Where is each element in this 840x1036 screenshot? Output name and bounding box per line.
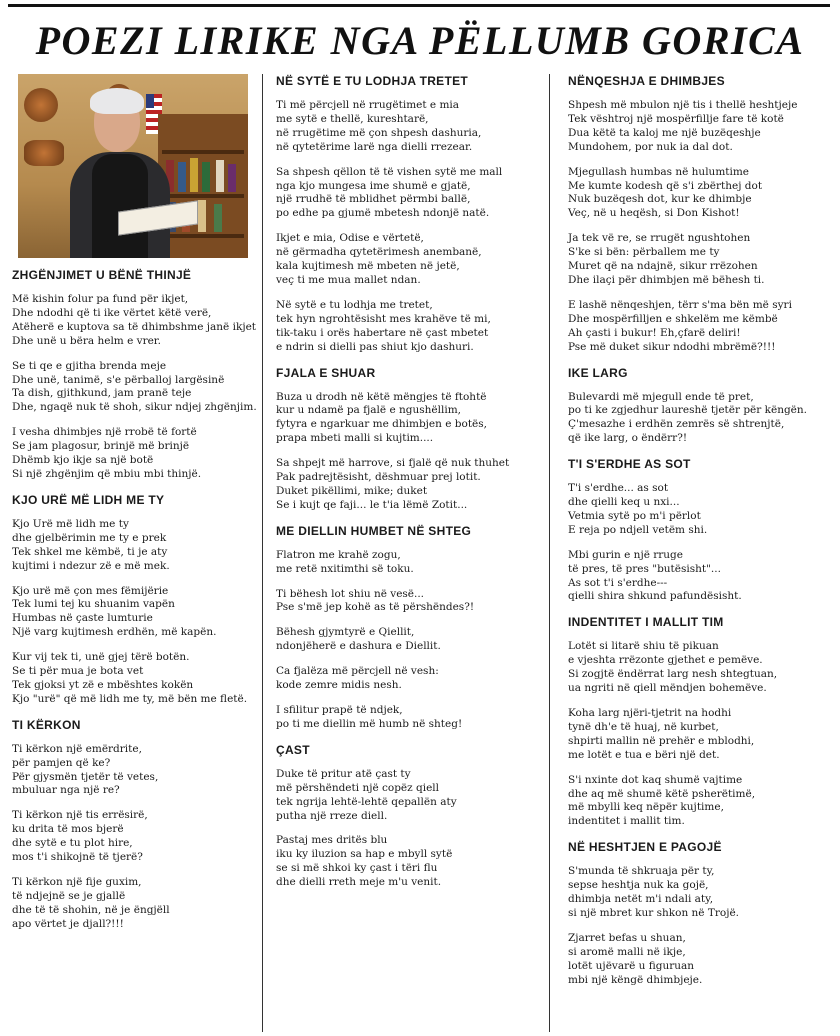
column-right — [568, 74, 830, 1036]
poem-title: ME DIELLIN HUMBET NË SHTEG — [276, 523, 472, 538]
poem-line: Duket pikëllimi, mike; duket — [276, 484, 428, 497]
poem-stanza — [12, 809, 258, 865]
column-divider — [549, 74, 550, 1032]
poem-stanza — [276, 391, 538, 447]
poem-line: Ta dish, gjithkund, jam pranë teje — [12, 387, 192, 400]
poem-line: dhe aq më shumë këtë psherëtimë, — [568, 787, 756, 800]
poem-stanza — [568, 99, 830, 155]
poem-title: IKE LARG — [568, 365, 628, 380]
poem-line: fytyra e ngarkuar me dhimbjen e botës, — [276, 418, 487, 431]
poem-line: I vesha dhimbjes një rrobë të fortë — [12, 426, 197, 439]
poem-line: Tek vështroj një mospërfillje fare të kotë — [568, 112, 784, 125]
poem-line: Dhëmb kjo ikje sa një botë — [12, 454, 154, 467]
poem-stanza — [12, 585, 258, 641]
poem-line: tynë dh'e të huaj, në kurbet, — [568, 720, 719, 733]
poem-stanza — [568, 865, 830, 921]
poem-line: në rrugëtime më çon shpesh dashuria, — [276, 126, 482, 139]
poem-line: Se ti qe e gjitha brenda meje — [12, 359, 167, 372]
poem-stanza — [276, 768, 538, 824]
poem-line: Koha larg njëri-tjetrit na hodhi — [568, 707, 732, 719]
poem-stanza — [568, 774, 830, 830]
poem-title: NËNQESHJA E DHIMBJES — [568, 74, 725, 88]
poem-line: Ti kërkon një tis errësirë, — [12, 809, 148, 822]
poem-line: Ja tek vë re, se rrugët ngushtohen — [568, 232, 751, 245]
poem-line: po ti ke zgjedhur laureshë tjetër për këngën. — [568, 404, 807, 417]
poem-title: KJO URË MË LIDH ME TY — [12, 492, 165, 507]
poem-title: INDENTITET I MALLIT TIM — [568, 615, 724, 630]
poem-title: NË HESHTJEN E PAGOJË — [568, 840, 722, 855]
poem-line: Si zogjtë ëndërrat larg nesh shtegtuan, — [568, 668, 778, 681]
poem-line: Dhe unë, tanimë, s'e përballoj largësinë — [12, 373, 225, 386]
poem-line: Më kishin folur pa fund për ikjet, — [12, 293, 189, 305]
poem-line: E lashë nënqeshjen, tërr s'ma bën më syri — [568, 298, 792, 311]
poem-stanza — [276, 457, 538, 513]
poem-line: Ti më përcjell në rrugëtimet e mia — [276, 99, 460, 111]
poem-line: Ti kërkon një emërdrite, — [12, 742, 142, 755]
poem-line: kode zemre midis nesh. — [276, 679, 402, 692]
column-middle — [276, 74, 538, 1036]
poem-line: Ah çasti i bukur! Eh,çfarë deliri! — [568, 326, 741, 339]
poem-stanza — [568, 482, 830, 538]
poem-line: Një varg kujtimesh erdhën, më kapën. — [12, 626, 217, 639]
poem-line: dhe të të shohin, në je ëngjëll — [12, 903, 170, 916]
poem-line: Pastaj mes dritës blu — [276, 834, 388, 847]
poem-line: qielli shira shkund pafundësisht. — [568, 590, 742, 603]
top-rule — [8, 4, 830, 7]
poem-line: të ndjejnë se je gjallë — [12, 889, 126, 902]
poem-line: Pse më duket sikur ndodhi mbrëmë?!!! — [568, 340, 776, 353]
poem-line: Kjo Urë më lidh me ty — [12, 517, 129, 530]
poem-stanza — [12, 360, 258, 416]
poem-stanza — [276, 834, 538, 890]
poem-line: më mbylli keq nëpër kujtime, — [568, 801, 724, 814]
poem-stanza — [276, 588, 538, 616]
poem-stanza — [276, 626, 538, 654]
poem-line: e vjeshta rrëzonte gjethet e pemëve. — [568, 654, 763, 667]
poem-line: Veç, në u heqësh, si Don Kishot! — [568, 207, 740, 220]
poem-stanza — [12, 743, 258, 799]
poem-line: ndonjëherë e dashura e Diellit. — [276, 640, 441, 653]
column-left — [12, 74, 258, 1036]
poem-line: po edhe pa gjumë mbetesh ndonjë natë. — [276, 207, 490, 220]
poem-line: që ike larg, o ëndërr?! — [568, 432, 688, 445]
poem-line: Kjo urë më çon mes fëmijërie — [12, 584, 169, 597]
poem-stanza — [276, 299, 538, 355]
poem-line: Dhe ilaçi për dhimbjen më bëhesh ti. — [568, 273, 765, 286]
poem-line: As sot t'i s'erdhe--- — [568, 576, 668, 589]
poem-line: kala kujtimesh më mbeten në jetë, — [276, 260, 460, 273]
poem-line: kur u ndamë pa fjalë e ngushëllim, — [276, 404, 461, 417]
poem-line: iku ky iluzion sa hap e mbyll sytë — [276, 848, 453, 861]
poem-line: si aromë malli në ikje, — [568, 945, 686, 958]
poem-line: tek ngrija lehtë-lehtë qepallën aty — [276, 795, 457, 808]
poem-line: një rrudhë të mblidhet përmbi ballë, — [276, 193, 471, 206]
poem-line: ku drita të mos bjerë — [12, 823, 124, 836]
poem-line: mbuluar nga një re? — [12, 784, 120, 797]
poem-stanza — [568, 549, 830, 605]
poem-stanza — [276, 166, 538, 222]
poem-line: Atëherë e kuptova sa të dhimbshme janë ikjet — [12, 320, 257, 333]
poem-line: Nuk buzëqesh dot, kur ke dhimbje — [568, 193, 752, 206]
poem-line: Dhe, ngaqë nuk të shoh, sikur ndjej zhgënjim. — [12, 401, 257, 414]
poem-line: prapa mbeti malli si kujtim.... — [276, 432, 434, 445]
poem-line: Kur vij tek ti, unë gjej tërë botën. — [12, 651, 190, 664]
poem-line: Mjegullash humbas në hulumtime — [568, 165, 750, 178]
poem-line: se si më shkoi ky çast i tëri flu — [276, 862, 438, 875]
poem-line: dhe sytë e tu plot hire, — [12, 837, 133, 850]
poem-line: ua ngriti në qiell mëndjen bohemëve. — [568, 682, 767, 695]
poem-line: Me kumte kodesh që s'i zbërthej dot — [568, 179, 763, 192]
poem-line: Humbas në çaste lumturie — [12, 612, 153, 625]
poem-line: me sytë e thellë, kureshtarë, — [276, 112, 429, 125]
poem-line: shpirti mallin në prehër e mblodhi, — [568, 734, 755, 747]
poem-stanza — [276, 665, 538, 693]
poem-line: Dhe unë u bëra helm e vrer. — [12, 334, 162, 347]
poem-stanza — [12, 293, 258, 349]
poem-line: të pres, të pres "butësisht"... — [568, 562, 721, 575]
poem-line: Ca fjalëza më përcjell në vesh: — [276, 665, 439, 678]
poem-title: TI KËRKON — [12, 717, 81, 732]
poem-stanza — [276, 549, 538, 577]
poem-line: nga kjo mungesa ime shumë e gjatë, — [276, 179, 471, 192]
poem-line: Bëhesh gjymtyrë e Qiellit, — [276, 626, 415, 639]
poem-line: Tek shkel me këmbë, ti je aty — [12, 545, 168, 558]
poem-stanza — [276, 232, 538, 288]
poem-title: ÇAST — [276, 742, 310, 757]
poem-stanza — [12, 518, 258, 574]
poem-line: me retë nxitimthi së toku. — [276, 562, 414, 575]
poem-stanza — [568, 640, 830, 696]
poem-line: Ti bëhesh lot shiu në vesë... — [276, 587, 425, 600]
poem-line: në gërmadha qytetërimesh anembanë, — [276, 246, 482, 259]
poem-line: Në sytë e tu lodhja me tretet, — [276, 298, 433, 311]
poem-stanza — [568, 166, 830, 222]
poem-line: kujtimi i ndezur zë e më mek. — [12, 559, 170, 572]
poem-line: Dhe ndodhi që ti ike vërtet këtë verë, — [12, 306, 212, 319]
poem-line: për pamjen që ke? — [12, 756, 111, 769]
poem-line: Mundohem, por nuk ia dal dot. — [568, 140, 733, 153]
poem-line: Për gjysmën tjetër të vetes, — [12, 770, 159, 783]
column-divider — [262, 74, 263, 1032]
poem-line: Se jam plagosur, brinjë më brinjë — [12, 440, 190, 453]
poem-line: Flatron me krahë zogu, — [276, 548, 401, 561]
poem-line: e ndrin si dielli pas shiut kjo dashuri. — [276, 340, 474, 353]
poem-line: dhimbja netët m'i ndali aty, — [568, 893, 714, 906]
poem-stanza — [12, 876, 258, 932]
poem-stanza — [568, 932, 830, 988]
poem-line: indentitet i mallit tim. — [568, 815, 685, 828]
poem-line: tik-taku i orës habertare në çast mbetet — [276, 326, 489, 339]
poem-line: Ikjet e mia, Odise e vërtetë, — [276, 232, 424, 245]
poem-stanza — [568, 391, 830, 447]
poem-title: NË SYTË E TU LODHJA TRETET — [276, 74, 469, 88]
poem-line: në qytetërime larë nga dielli rrezear. — [276, 140, 473, 153]
poem-stanza — [568, 299, 830, 355]
poem-line: Pse s'më jep kohë as të përshëndes?! — [276, 601, 475, 614]
poem-line: sepse heshtja nuk ka gojë, — [568, 879, 709, 892]
poem-line: Zjarret befas u shuan, — [568, 931, 686, 944]
poem-line: putha një rreze diell. — [276, 809, 388, 822]
poem-line: më përshëndeti një copëz qiell — [276, 781, 440, 794]
poem-line: Si një zhgënjim që mbiu mbi thinjë. — [12, 467, 202, 480]
poem-line: Pak padrejtësisht, dëshmuar prej lotit. — [276, 471, 481, 484]
author-photo — [18, 74, 248, 258]
poem-line: Tek gjoksi yt zë e mbështes kokën — [12, 678, 194, 691]
poem-line: Buza u drodh në këtë mëngjes të ftohtë — [276, 390, 487, 403]
poem-stanza — [12, 426, 258, 482]
poem-stanza — [276, 704, 538, 732]
poem-stanza — [568, 707, 830, 763]
poem-line: Sa shpejt më harrove, si fjalë që nuk thuhet — [276, 457, 510, 470]
poem-line: Muret që na ndajnë, sikur rrëzohen — [568, 260, 758, 273]
poem-line: S'i nxinte dot kaq shumë vajtime — [568, 773, 743, 786]
poem-line: Se i kujt qe faji... le t'ia lëmë Zotit... — [276, 498, 468, 511]
poem-line: dhe dielli rreth meje m'u venit. — [276, 876, 442, 889]
poem-line: tek hyn ngrohtësisht mes krahëve të mi, — [276, 312, 491, 325]
poem-line: dhe qielli keq u nxi... — [568, 496, 680, 509]
poem-title: FJALA E SHUAR — [276, 365, 376, 380]
poem-line: Duke të pritur atë çast ty — [276, 767, 411, 780]
poem-title: T'I S'ERDHE AS SOT — [568, 457, 691, 472]
poem-line: Kjo "urë" që më lidh me ty, më bën me fletë. — [12, 692, 248, 705]
poem-line: mos t'i shikojnë të tjerë? — [12, 851, 143, 864]
page-title: POEZI LIRIKE NGA PËLLUMB GORICA — [35, 18, 805, 63]
poem-line: Lotët si litarë shiu të pikuan — [568, 640, 719, 653]
poem-line: Ti kërkon një fije guxim, — [12, 876, 142, 888]
poem-line: si një mbret kur shkon në Trojë. — [568, 906, 740, 919]
poem-line: T'i s'erdhe... as sot — [568, 482, 669, 495]
poem-line: Vetmia sytë po m'i përlot — [568, 509, 701, 522]
poem-line: Dua këtë ta kaloj me një buzëqeshje — [568, 126, 761, 139]
poem-line: mbi një këngë dhimbjeje. — [568, 973, 703, 986]
poem-line: dhe gjelbërimin me ty e prek — [12, 531, 167, 544]
poem-line: E reja po ndjell vetëm shi. — [568, 523, 708, 536]
poem-stanza — [276, 99, 538, 155]
poem-line: Ç'mesazhe i erdhën zemrës së shtrenjtë, — [568, 418, 785, 431]
poem-line: lotët ujëvarë u figuruan — [568, 959, 695, 972]
poem-line: Mbi gurin e një rruge — [568, 548, 683, 561]
poem-line: me lotët e tua e bëri një det. — [568, 748, 720, 761]
poem-line: I sfilitur prapë të ndjek, — [276, 704, 403, 716]
poem-line: Bulevardi më mjegull ende të pret, — [568, 390, 754, 403]
poem-stanza — [12, 651, 258, 707]
poem-line: Shpesh më mbulon një tis i thellë heshtjeje — [568, 99, 798, 111]
poem-line: S'ke si bën: përballem me ty — [568, 246, 720, 259]
poem-line: Dhe mospërfilljen e shkelëm me këmbë — [568, 312, 778, 325]
poem-title: ZHGËNJIMET U BËNË THINJË — [12, 268, 192, 282]
poem-line: Se ti për mua je bota vet — [12, 665, 144, 678]
poem-stanza — [568, 232, 830, 288]
poem-line: apo vërtet je djall?!!! — [12, 917, 124, 930]
poem-line: Sa shpesh qëllon të të vishen sytë me mall — [276, 165, 503, 178]
poem-line: Tek lumi tej ku shuanim vapën — [12, 598, 175, 611]
poem-line: po ti me diellin më humb në shteg! — [276, 717, 463, 730]
poem-line: veç ti me mua mallet ndan. — [276, 273, 421, 286]
poem-line: S'munda të shkruaja për ty, — [568, 865, 715, 878]
